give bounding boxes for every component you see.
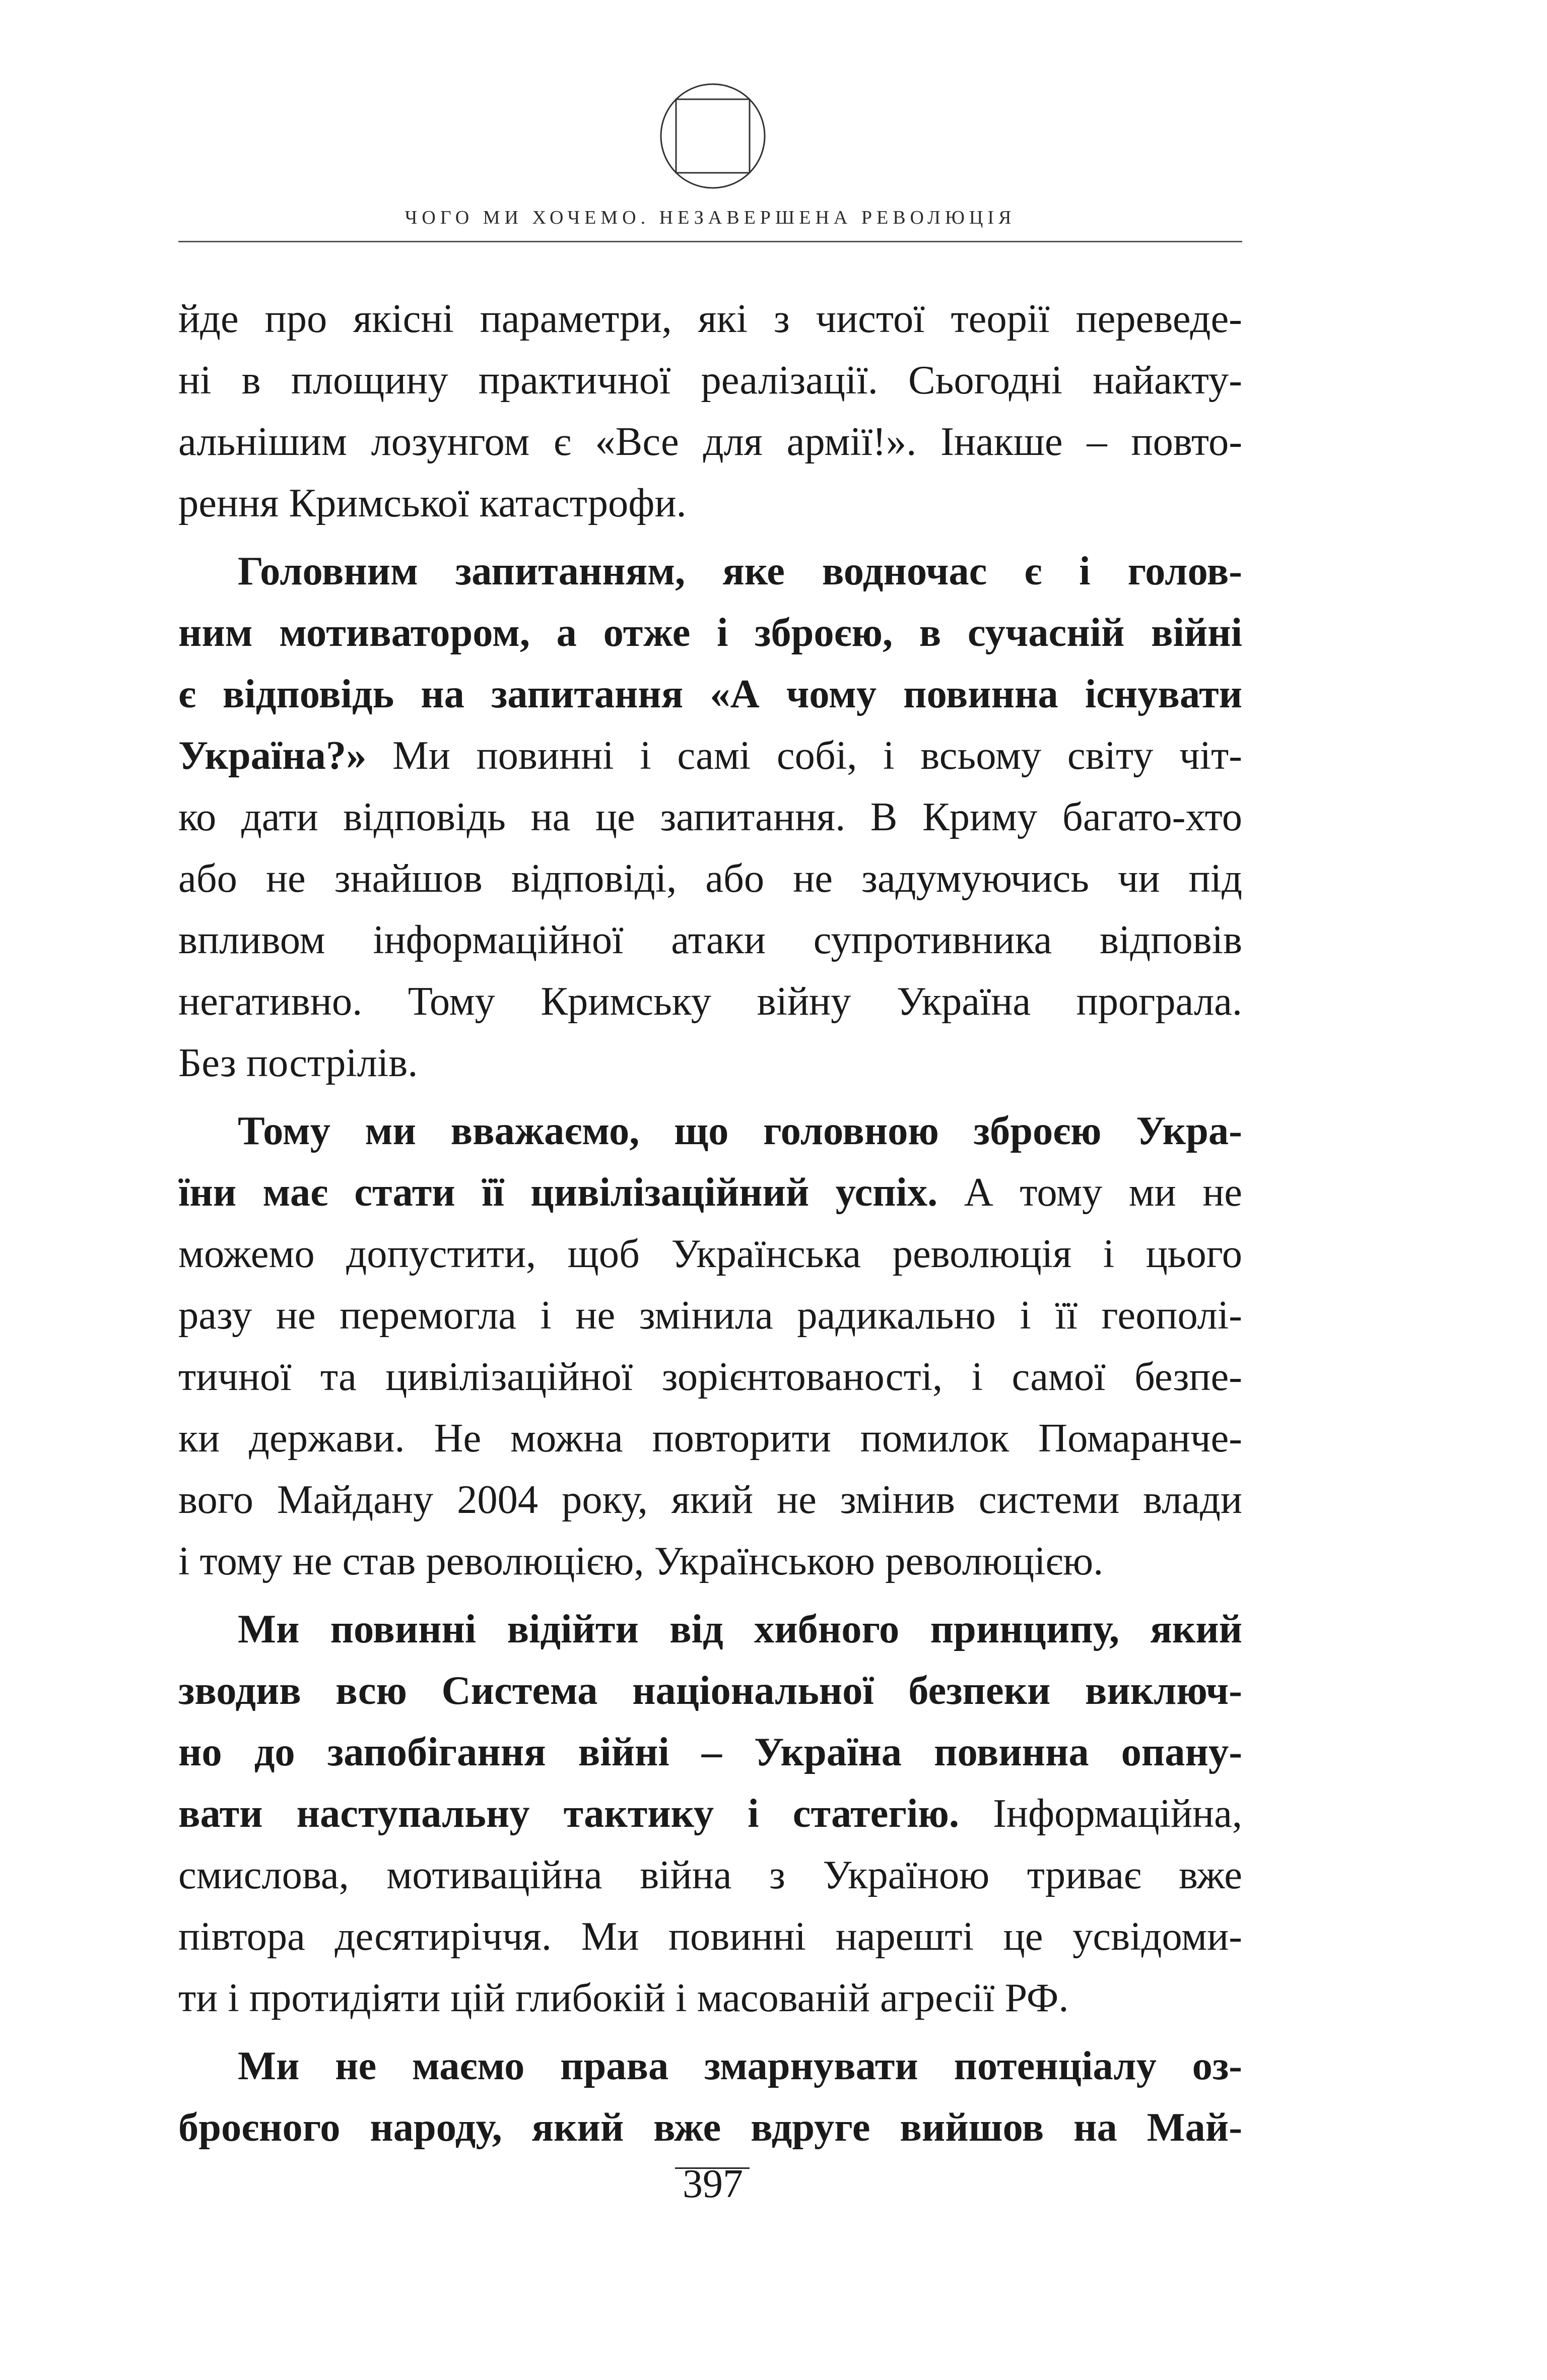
paragraph — [178, 1100, 1242, 1592]
text-line — [178, 2035, 1242, 2097]
text-line — [178, 602, 1242, 664]
page-number: 397 — [683, 2162, 743, 2206]
body-text — [178, 288, 1242, 2158]
circle-square-emblem-icon — [652, 76, 773, 196]
text-line — [178, 1100, 1242, 1162]
regular-text: негативно. Тому Кримську війну Україна програла. — [178, 979, 1242, 1024]
regular-text: А тому ми не — [937, 1170, 1242, 1215]
text-line — [178, 786, 1242, 848]
regular-text: рення Кримської катастрофи. — [178, 481, 687, 525]
text-line — [178, 473, 1242, 534]
bold-text: ним мотиватором, а отже і зброєю, в сучасній війні — [178, 610, 1242, 655]
text-line — [178, 1844, 1242, 1906]
bold-text: вати наступальну тактику і статегію. — [178, 1791, 959, 1836]
regular-text: можемо допустити, щоб Українська революція і цього — [178, 1231, 1242, 1276]
text-line — [178, 350, 1242, 411]
bold-text: но до запобігання війні – Україна повинна опану- — [178, 1730, 1242, 1774]
bold-text: Головним запитанням, яке водночас є і голов- — [238, 549, 1242, 593]
bold-text: зводив всю Система національної безпеки виключ- — [178, 1668, 1242, 1713]
text-line — [178, 1346, 1242, 1408]
paragraph-gap — [178, 2029, 1242, 2035]
regular-text: півтора десятиріччя. Ми повинні нарешті це усвідоми- — [178, 1914, 1242, 1959]
regular-text: ні в площину практичної реалізації. Сьогодні найакту- — [178, 358, 1242, 403]
regular-text: тичної та цивілізаційної зорієнтованості, і самої безпе- — [178, 1354, 1242, 1399]
text-line — [178, 1783, 1242, 1844]
text-line — [178, 1967, 1242, 2029]
paragraph — [178, 2035, 1242, 2158]
text-line — [178, 541, 1242, 602]
regular-text: смислова, мотиваційна війна з Україною триває вже — [178, 1853, 1242, 1897]
text-line — [178, 1285, 1242, 1346]
text-line — [178, 664, 1242, 725]
text-line — [178, 909, 1242, 971]
regular-text: впливом інформаційної атаки супротивника відповів — [178, 917, 1242, 962]
bold-text: є відповідь на запитання «А чому повинна існувати — [178, 672, 1242, 716]
regular-text: Без пострілів. — [178, 1040, 418, 1085]
text-line — [178, 1408, 1242, 1469]
paragraph-gap — [178, 1592, 1242, 1599]
bold-text: Ми не маємо права змарнувати потенціалу оз- — [238, 2043, 1242, 2088]
running-head: ЧОГО МИ ХОЧЕМО. НЕЗАВЕРШЕНА РЕВОЛЮЦІЯ — [405, 207, 1016, 228]
regular-text: разу не перемогла і не змінила радикально і її геополі- — [178, 1293, 1242, 1338]
text-line — [178, 1162, 1242, 1223]
regular-text: або не знайшов відповіді, або не задумуючись чи під — [178, 856, 1242, 901]
text-line — [178, 725, 1242, 786]
regular-text: вого Майдану 2004 року, який не змінив системи влади — [178, 1477, 1242, 1522]
regular-text: йде про якісні параметри, які з чистої теорії переведе- — [178, 296, 1242, 341]
text-line — [178, 2097, 1242, 2158]
text-line — [178, 1599, 1242, 1660]
regular-text: Інформаційна, — [959, 1791, 1242, 1836]
text-line — [178, 1531, 1242, 1592]
text-line — [178, 1469, 1242, 1531]
text-line — [178, 1032, 1242, 1094]
bold-text: їни має стати її цивілізаційний успіх. — [178, 1170, 938, 1215]
paragraph — [178, 1599, 1242, 2029]
text-line — [178, 848, 1242, 909]
paragraph-gap — [178, 1094, 1242, 1100]
regular-text: Ми повинні і самі собі, і всьому світу чіт- — [366, 733, 1242, 778]
text-line — [178, 1722, 1242, 1783]
regular-text: і тому не став революцією, Українською революцією. — [178, 1539, 1104, 1583]
bold-text: Тому ми вважаємо, що головною зброєю Укра- — [238, 1108, 1242, 1153]
bold-text: Ми повинні відійти від хибного принципу, який — [238, 1607, 1242, 1651]
paragraph — [178, 541, 1242, 1094]
bold-text: Україна?» — [178, 733, 367, 778]
regular-text: альнішим лозунгом є «Все для армії!». Інакше – повто- — [178, 419, 1242, 464]
bold-text: броєного народу, який вже вдруге вийшов на Май- — [178, 2105, 1242, 2150]
paragraph-gap — [178, 534, 1242, 541]
regular-text: ки держави. Не можна повторити помилок Помаранче- — [178, 1416, 1242, 1461]
text-line — [178, 1906, 1242, 1967]
text-line — [178, 1660, 1242, 1722]
regular-text: ко дати відповідь на це запитання. В Криму багато-хто — [178, 795, 1242, 839]
text-line — [178, 971, 1242, 1032]
paragraph — [178, 288, 1242, 534]
text-line — [178, 1223, 1242, 1285]
text-line — [178, 411, 1242, 473]
text-line — [178, 288, 1242, 350]
header-rule — [178, 241, 1242, 242]
regular-text: ти і протидіяти цій глибокій і масованій агресії РФ. — [178, 1975, 1069, 2020]
